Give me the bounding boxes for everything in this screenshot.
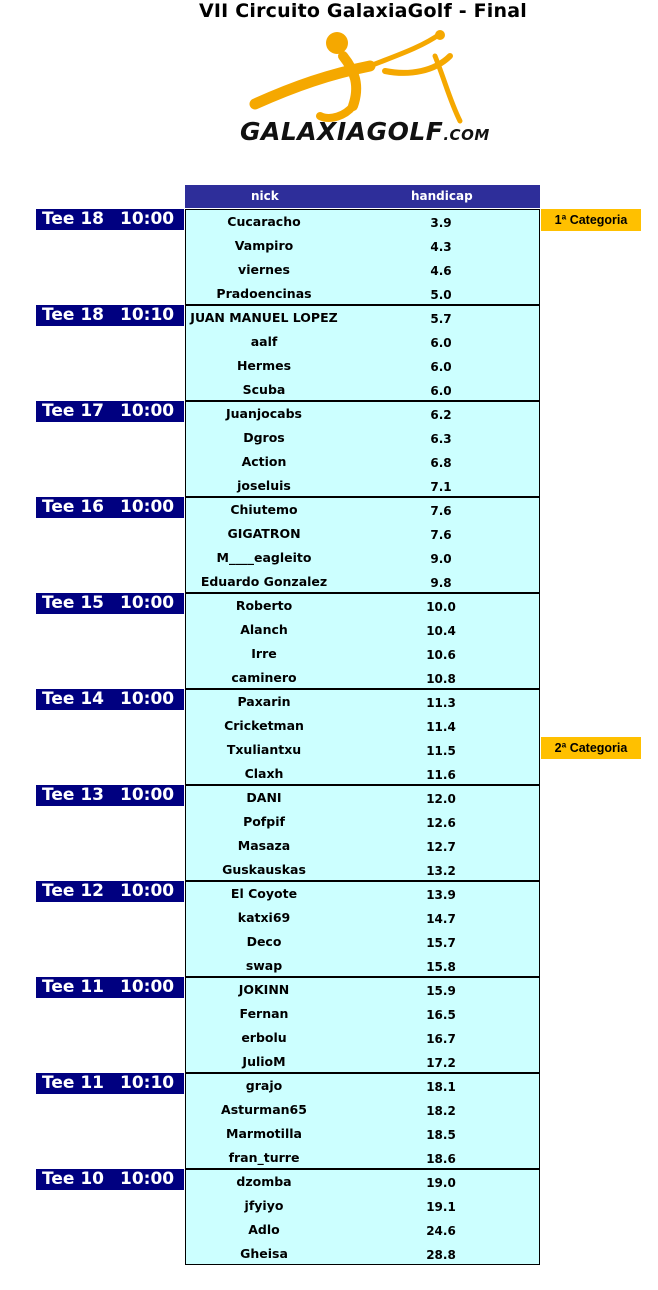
player-handicap: 17.2 xyxy=(426,1056,456,1070)
player-nick: caminero xyxy=(231,670,297,685)
tee-time-label xyxy=(36,1073,184,1094)
player-handicap: 24.6 xyxy=(426,1224,456,1238)
table-row xyxy=(186,1242,539,1265)
player-handicap: 15.8 xyxy=(426,960,456,974)
table-header xyxy=(185,185,540,208)
player-handicap: 9.8 xyxy=(430,576,452,590)
player-nick: Hermes xyxy=(236,358,292,373)
tee-time-label xyxy=(36,305,184,326)
player-nick: GIGATRON xyxy=(227,526,301,541)
player-handicap: 10.0 xyxy=(426,600,456,614)
table-row xyxy=(186,498,539,521)
player-handicap: 10.4 xyxy=(426,624,456,638)
player-handicap: 16.5 xyxy=(426,1008,456,1022)
tee-number: Tee 17 xyxy=(42,401,104,421)
table-row xyxy=(186,426,539,449)
table-row xyxy=(186,810,539,833)
player-handicap: 6.8 xyxy=(430,456,452,470)
player-nick: Irre xyxy=(251,646,277,661)
player-group xyxy=(185,593,540,689)
player-handicap: 18.5 xyxy=(426,1128,456,1142)
table-row xyxy=(186,882,539,905)
player-handicap: 13.2 xyxy=(426,864,456,878)
tee-start-time: 10:00 xyxy=(120,593,175,613)
player-handicap: 18.2 xyxy=(426,1104,456,1118)
table-row xyxy=(186,1026,539,1049)
player-nick: Scuba xyxy=(242,382,286,397)
player-group xyxy=(185,881,540,977)
tee-number: Tee 11 xyxy=(42,977,104,997)
table-row xyxy=(186,378,539,401)
player-handicap: 10.6 xyxy=(426,648,456,662)
player-nick: Fernan xyxy=(239,1006,289,1021)
player-handicap: 19.1 xyxy=(426,1200,456,1214)
player-nick: Marmotilla xyxy=(226,1126,302,1141)
player-nick: JOKINN xyxy=(238,982,290,997)
table-row xyxy=(186,354,539,377)
player-handicap: 11.5 xyxy=(426,744,456,758)
tee-number: Tee 15 xyxy=(42,593,104,613)
player-handicap: 15.9 xyxy=(426,984,456,998)
player-nick: aalf xyxy=(250,334,278,349)
table-row xyxy=(186,978,539,1001)
table-row xyxy=(186,834,539,857)
player-nick: Txuliantxu xyxy=(226,742,302,757)
table-row xyxy=(186,618,539,641)
table-row xyxy=(186,450,539,473)
table-row xyxy=(186,1146,539,1169)
table-row xyxy=(186,1170,539,1193)
player-handicap: 6.3 xyxy=(430,432,452,446)
player-nick: fran_turre xyxy=(228,1150,300,1165)
tee-time-label xyxy=(36,1169,184,1190)
table-row xyxy=(186,474,539,497)
logo-wordmark: GALAXIAGOLF.COM xyxy=(240,117,490,146)
table-row xyxy=(186,1050,539,1073)
player-nick: Alanch xyxy=(240,622,288,637)
player-nick: Eduardo Gonzalez xyxy=(200,574,328,589)
tee-start-time: 10:10 xyxy=(120,1073,175,1093)
tee-time-label xyxy=(36,209,184,230)
player-nick: katxi69 xyxy=(237,910,291,925)
tee-start-time: 10:00 xyxy=(120,497,175,517)
table-row xyxy=(186,282,539,305)
player-group xyxy=(185,305,540,401)
table-row xyxy=(186,1098,539,1121)
tee-number: Tee 16 xyxy=(42,497,104,517)
tee-number: Tee 10 xyxy=(42,1169,104,1189)
table-row xyxy=(186,210,539,233)
player-nick: Deco xyxy=(246,934,282,949)
tee-time-label xyxy=(36,881,184,902)
player-nick: Action xyxy=(241,454,287,469)
player-handicap: 10.8 xyxy=(426,672,456,686)
page-title: VII Circuito GalaxiaGolf - Final xyxy=(199,0,527,22)
tee-start-time: 10:00 xyxy=(120,977,175,997)
player-nick: M____eagleito xyxy=(216,550,312,565)
tee-time-label xyxy=(36,785,184,806)
player-handicap: 11.6 xyxy=(426,768,456,782)
table-row xyxy=(186,1122,539,1145)
player-nick: JulioM xyxy=(242,1054,286,1069)
player-group xyxy=(185,1073,540,1169)
player-handicap: 5.0 xyxy=(430,288,452,302)
tee-time-label xyxy=(36,593,184,614)
player-nick: Juanjocabs xyxy=(226,406,302,421)
table-row xyxy=(186,1218,539,1241)
player-nick: Roberto xyxy=(235,598,293,613)
player-group xyxy=(185,977,540,1073)
player-nick: Adlo xyxy=(248,1222,280,1237)
player-handicap: 11.4 xyxy=(426,720,456,734)
player-nick: Asturman65 xyxy=(221,1102,307,1117)
player-handicap: 12.0 xyxy=(426,792,456,806)
player-nick: swap xyxy=(245,958,283,973)
table-row xyxy=(186,258,539,281)
player-handicap: 7.1 xyxy=(430,480,452,494)
table-row xyxy=(186,1002,539,1025)
column-header-handicap: handicap xyxy=(411,189,473,203)
player-handicap: 18.6 xyxy=(426,1152,456,1166)
player-nick: JUAN MANUEL LOPEZ xyxy=(190,310,338,325)
table-row xyxy=(186,762,539,785)
table-row xyxy=(186,330,539,353)
player-handicap: 16.7 xyxy=(426,1032,456,1046)
table-row xyxy=(186,738,539,761)
player-handicap: 6.0 xyxy=(430,360,452,374)
table-row xyxy=(186,954,539,977)
table-row xyxy=(186,642,539,665)
player-handicap: 4.3 xyxy=(430,240,452,254)
player-group xyxy=(185,689,540,785)
player-handicap: 7.6 xyxy=(430,504,452,518)
player-nick: grajo xyxy=(245,1078,283,1093)
player-handicap: 12.7 xyxy=(426,840,456,854)
tee-start-time: 10:10 xyxy=(120,305,175,325)
player-handicap: 6.0 xyxy=(430,336,452,350)
player-handicap: 13.9 xyxy=(426,888,456,902)
player-nick: Chiutemo xyxy=(230,502,298,517)
player-nick: Gheisa xyxy=(240,1246,288,1261)
player-handicap: 14.7 xyxy=(426,912,456,926)
tee-start-time: 10:00 xyxy=(120,1169,175,1189)
tee-number: Tee 18 xyxy=(42,305,104,325)
player-handicap: 7.6 xyxy=(430,528,452,542)
tee-time-label xyxy=(36,401,184,422)
player-group xyxy=(185,497,540,593)
player-nick: Pofpif xyxy=(243,814,285,829)
table-row xyxy=(186,546,539,569)
tee-number: Tee 18 xyxy=(42,209,104,229)
tee-time-label xyxy=(36,497,184,518)
player-handicap: 9.0 xyxy=(430,552,452,566)
player-nick: Vampiro xyxy=(234,238,294,253)
player-group xyxy=(185,401,540,497)
table-row xyxy=(186,570,539,593)
table-row xyxy=(186,402,539,425)
player-group xyxy=(185,785,540,881)
player-nick: Cricketman xyxy=(224,718,304,733)
table-row xyxy=(186,666,539,689)
category-badge: 1ª Categoria xyxy=(541,209,641,231)
player-handicap: 11.3 xyxy=(426,696,456,710)
player-handicap: 3.9 xyxy=(430,216,452,230)
table-row xyxy=(186,234,539,257)
tee-number: Tee 12 xyxy=(42,881,104,901)
table-row xyxy=(186,1074,539,1097)
tee-time-label xyxy=(36,689,184,710)
table-row xyxy=(186,690,539,713)
table-row xyxy=(186,858,539,881)
table-row xyxy=(186,906,539,929)
player-handicap: 12.6 xyxy=(426,816,456,830)
table-row xyxy=(186,594,539,617)
player-nick: Pradoencinas xyxy=(216,286,312,301)
player-nick: Paxarin xyxy=(237,694,291,709)
tee-start-time: 10:00 xyxy=(120,689,175,709)
column-header-nick: nick xyxy=(251,189,279,203)
table-row xyxy=(186,1194,539,1217)
player-handicap: 4.6 xyxy=(430,264,452,278)
tee-time-label xyxy=(36,977,184,998)
tee-start-time: 10:00 xyxy=(120,401,175,421)
player-nick: viernes xyxy=(238,262,290,277)
tee-number: Tee 14 xyxy=(42,689,104,709)
player-group xyxy=(185,1169,540,1265)
player-handicap: 5.7 xyxy=(430,312,452,326)
player-nick: Masaza xyxy=(237,838,291,853)
table-row xyxy=(186,522,539,545)
player-nick: Dgros xyxy=(243,430,285,445)
player-group xyxy=(185,209,540,305)
category-badge: 2ª Categoria xyxy=(541,737,641,759)
player-handicap: 6.0 xyxy=(430,384,452,398)
player-handicap: 18.1 xyxy=(426,1080,456,1094)
player-nick: Claxh xyxy=(244,766,284,781)
player-handicap: 28.8 xyxy=(426,1248,456,1262)
table-row xyxy=(186,786,539,809)
player-nick: Cucaracho xyxy=(227,214,301,229)
player-nick: jfyiyo xyxy=(244,1198,284,1213)
player-nick: erbolu xyxy=(241,1030,287,1045)
player-nick: El Coyote xyxy=(230,886,298,901)
tee-number: Tee 13 xyxy=(42,785,104,805)
player-nick: Guskauskas xyxy=(222,862,306,877)
table-row xyxy=(186,306,539,329)
player-nick: joseluis xyxy=(237,478,291,493)
player-nick: DANI xyxy=(246,790,282,805)
tee-start-time: 10:00 xyxy=(120,209,175,229)
tee-start-time: 10:00 xyxy=(120,881,175,901)
tee-start-time: 10:00 xyxy=(120,785,175,805)
tee-number: Tee 11 xyxy=(42,1073,104,1093)
table-row xyxy=(186,930,539,953)
player-handicap: 15.7 xyxy=(426,936,456,950)
player-handicap: 19.0 xyxy=(426,1176,456,1190)
player-handicap: 6.2 xyxy=(430,408,452,422)
player-nick: dzomba xyxy=(236,1174,292,1189)
table-row xyxy=(186,714,539,737)
